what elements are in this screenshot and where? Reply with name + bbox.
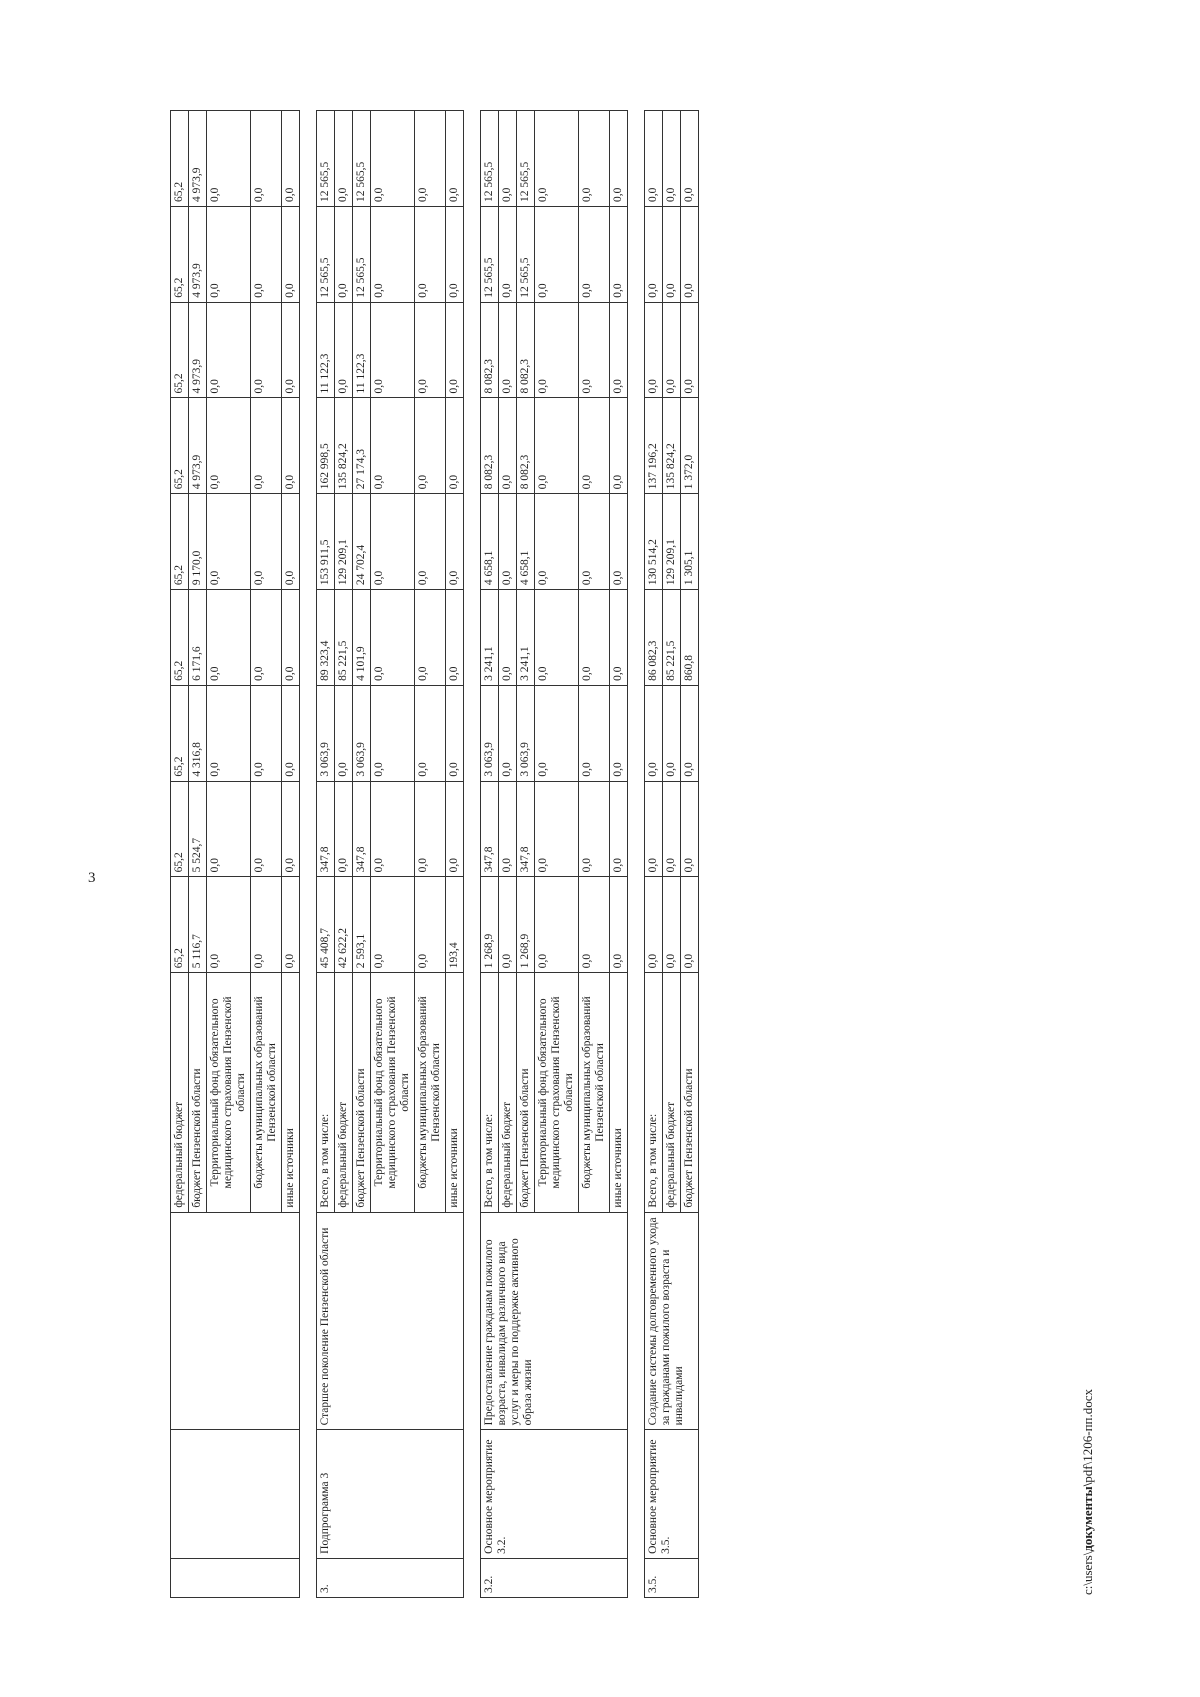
amount-cell: 0,0 bbox=[681, 685, 699, 781]
amount-cell: 0,0 bbox=[663, 685, 681, 781]
amount-cell: 0,0 bbox=[645, 206, 663, 302]
program-name: Старшее поколение Пензенской области bbox=[317, 1212, 464, 1430]
amount-cell: 0,0 bbox=[535, 206, 579, 302]
amount-cell: 65,2 bbox=[171, 685, 189, 781]
amount-cell: 0,0 bbox=[681, 111, 699, 207]
amount-cell: 0,0 bbox=[610, 590, 628, 686]
amount-cell: 1 268,9 bbox=[481, 877, 499, 973]
funding-source: Всего, в том числе: bbox=[645, 973, 663, 1212]
amount-cell: 0,0 bbox=[251, 302, 282, 398]
amount-cell: 12 565,5 bbox=[517, 206, 535, 302]
funding-source: Территориальный фонд обязательного медицинского страхования Пензенской области bbox=[207, 973, 251, 1212]
amount-cell: 0,0 bbox=[415, 302, 446, 398]
budget-table bbox=[316, 110, 464, 1598]
amount-cell: 0,0 bbox=[207, 494, 251, 590]
amount-cell: 8 082,3 bbox=[481, 398, 499, 494]
amount-cell: 0,0 bbox=[251, 494, 282, 590]
amount-cell: 0,0 bbox=[610, 302, 628, 398]
amount-cell: 0,0 bbox=[335, 781, 353, 877]
amount-cell: 4 316,8 bbox=[189, 685, 207, 781]
amount-cell: 12 565,5 bbox=[481, 206, 499, 302]
amount-cell: 3 241,1 bbox=[517, 590, 535, 686]
amount-cell: 6 171,6 bbox=[189, 590, 207, 686]
amount-cell: 42 622,2 bbox=[335, 877, 353, 973]
amount-cell: 347,8 bbox=[481, 781, 499, 877]
amount-cell: 0,0 bbox=[610, 494, 628, 590]
amount-cell: 0,0 bbox=[499, 111, 517, 207]
amount-cell: 347,8 bbox=[353, 781, 371, 877]
amount-cell: 8 082,3 bbox=[517, 398, 535, 494]
amount-cell: 0,0 bbox=[415, 111, 446, 207]
amount-cell: 0,0 bbox=[251, 877, 282, 973]
amount-cell: 0,0 bbox=[610, 781, 628, 877]
amount-cell: 65,2 bbox=[171, 111, 189, 207]
amount-cell: 0,0 bbox=[415, 590, 446, 686]
amount-cell: 1 268,9 bbox=[517, 877, 535, 973]
row-number: 3.5. bbox=[645, 1558, 699, 1597]
amount-cell: 0,0 bbox=[207, 302, 251, 398]
amount-cell: 0,0 bbox=[282, 590, 300, 686]
amount-cell: 0,0 bbox=[371, 877, 415, 973]
amount-cell: 45 408,7 bbox=[317, 877, 335, 973]
amount-cell: 0,0 bbox=[681, 781, 699, 877]
amount-cell: 3 063,9 bbox=[317, 685, 335, 781]
funding-source: федеральный бюджет bbox=[171, 973, 189, 1212]
amount-cell: 135 824,2 bbox=[335, 398, 353, 494]
amount-cell: 4 973,9 bbox=[189, 302, 207, 398]
amount-cell: 0,0 bbox=[251, 206, 282, 302]
amount-cell: 0,0 bbox=[645, 685, 663, 781]
amount-cell: 0,0 bbox=[499, 877, 517, 973]
amount-cell: 65,2 bbox=[171, 590, 189, 686]
amount-cell: 0,0 bbox=[645, 781, 663, 877]
amount-cell: 12 565,5 bbox=[481, 111, 499, 207]
amount-cell: 0,0 bbox=[251, 685, 282, 781]
amount-cell: 3 241,1 bbox=[481, 590, 499, 686]
funding-source: бюджеты муниципальных образований Пензенской области bbox=[415, 973, 446, 1212]
amount-cell: 0,0 bbox=[371, 685, 415, 781]
amount-cell: 0,0 bbox=[681, 206, 699, 302]
amount-cell: 65,2 bbox=[171, 398, 189, 494]
funding-source: Всего, в том числе: bbox=[317, 973, 335, 1212]
amount-cell: 2 593,1 bbox=[353, 877, 371, 973]
amount-cell: 0,0 bbox=[446, 398, 464, 494]
amount-cell: 0,0 bbox=[645, 877, 663, 973]
program-label: Подпрограмма 3 bbox=[317, 1430, 464, 1558]
amount-cell: 0,0 bbox=[207, 590, 251, 686]
amount-cell: 0,0 bbox=[663, 781, 681, 877]
amount-cell: 0,0 bbox=[415, 685, 446, 781]
amount-cell: 85 221,5 bbox=[663, 590, 681, 686]
amount-cell: 0,0 bbox=[610, 206, 628, 302]
amount-cell: 0,0 bbox=[499, 206, 517, 302]
amount-cell: 4 973,9 bbox=[189, 206, 207, 302]
amount-cell: 0,0 bbox=[207, 877, 251, 973]
amount-cell: 9 170,0 bbox=[189, 494, 207, 590]
rotated-content bbox=[170, 110, 715, 1598]
funding-source: федеральный бюджет bbox=[499, 973, 517, 1212]
amount-cell: 0,0 bbox=[499, 781, 517, 877]
amount-cell: 0,0 bbox=[663, 111, 681, 207]
amount-cell: 0,0 bbox=[535, 590, 579, 686]
amount-cell: 0,0 bbox=[282, 302, 300, 398]
table-row bbox=[317, 111, 335, 1598]
funding-source: федеральный бюджет bbox=[335, 973, 353, 1212]
amount-cell: 0,0 bbox=[535, 781, 579, 877]
amount-cell: 0,0 bbox=[579, 206, 610, 302]
table-row bbox=[481, 111, 499, 1598]
budget-table bbox=[170, 110, 300, 1598]
amount-cell: 5 116,7 bbox=[189, 877, 207, 973]
amount-cell: 0,0 bbox=[207, 206, 251, 302]
amount-cell: 0,0 bbox=[579, 685, 610, 781]
amount-cell: 0,0 bbox=[282, 111, 300, 207]
amount-cell: 3 063,9 bbox=[517, 685, 535, 781]
amount-cell: 0,0 bbox=[251, 781, 282, 877]
amount-cell: 4 658,1 bbox=[517, 494, 535, 590]
amount-cell: 0,0 bbox=[535, 111, 579, 207]
row-number: 3. bbox=[317, 1558, 464, 1597]
amount-cell: 11 122,3 bbox=[317, 302, 335, 398]
budget-table bbox=[480, 110, 628, 1598]
amount-cell: 0,0 bbox=[535, 685, 579, 781]
amount-cell: 0,0 bbox=[415, 781, 446, 877]
amount-cell: 12 565,5 bbox=[317, 111, 335, 207]
amount-cell: 0,0 bbox=[446, 206, 464, 302]
amount-cell: 0,0 bbox=[371, 398, 415, 494]
program-label: Основное мероприятие 3.2. bbox=[481, 1430, 628, 1558]
amount-cell: 0,0 bbox=[251, 590, 282, 686]
amount-cell: 860,8 bbox=[681, 590, 699, 686]
amount-cell: 12 565,5 bbox=[317, 206, 335, 302]
funding-source: иные источники bbox=[610, 973, 628, 1212]
amount-cell: 193,4 bbox=[446, 877, 464, 973]
amount-cell: 0,0 bbox=[207, 781, 251, 877]
amount-cell: 0,0 bbox=[579, 781, 610, 877]
amount-cell: 0,0 bbox=[335, 206, 353, 302]
amount-cell: 0,0 bbox=[579, 494, 610, 590]
amount-cell: 65,2 bbox=[171, 877, 189, 973]
page-number: 3 bbox=[88, 870, 96, 886]
amount-cell: 12 565,5 bbox=[353, 206, 371, 302]
amount-cell: 12 565,5 bbox=[353, 111, 371, 207]
amount-cell: 0,0 bbox=[579, 590, 610, 686]
amount-cell: 3 063,9 bbox=[481, 685, 499, 781]
funding-source: бюджет Пензенской области bbox=[517, 973, 535, 1212]
amount-cell: 162 998,5 bbox=[317, 398, 335, 494]
amount-cell: 0,0 bbox=[663, 877, 681, 973]
amount-cell: 0,0 bbox=[282, 685, 300, 781]
amount-cell: 0,0 bbox=[499, 398, 517, 494]
amount-cell: 0,0 bbox=[282, 206, 300, 302]
amount-cell: 5 524,7 bbox=[189, 781, 207, 877]
amount-cell: 0,0 bbox=[207, 398, 251, 494]
amount-cell: 65,2 bbox=[171, 781, 189, 877]
amount-cell: 0,0 bbox=[282, 877, 300, 973]
funding-source: бюджет Пензенской области bbox=[353, 973, 371, 1212]
amount-cell: 0,0 bbox=[579, 111, 610, 207]
amount-cell: 0,0 bbox=[499, 302, 517, 398]
funding-source: иные источники bbox=[282, 973, 300, 1212]
table-row bbox=[171, 111, 189, 1598]
amount-cell: 0,0 bbox=[610, 877, 628, 973]
amount-cell: 137 196,2 bbox=[645, 398, 663, 494]
amount-cell: 0,0 bbox=[282, 781, 300, 877]
amount-cell: 129 209,1 bbox=[335, 494, 353, 590]
amount-cell: 0,0 bbox=[371, 781, 415, 877]
amount-cell: 65,2 bbox=[171, 206, 189, 302]
amount-cell: 0,0 bbox=[207, 685, 251, 781]
amount-cell: 0,0 bbox=[579, 398, 610, 494]
amount-cell: 12 565,5 bbox=[517, 111, 535, 207]
amount-cell: 0,0 bbox=[335, 302, 353, 398]
funding-source: бюджеты муниципальных образований Пензенской области bbox=[251, 973, 282, 1212]
amount-cell: 27 174,3 bbox=[353, 398, 371, 494]
funding-source: Территориальный фонд обязательного медицинского страхования Пензенской области bbox=[535, 973, 579, 1212]
amount-cell: 0,0 bbox=[207, 111, 251, 207]
amount-cell: 130 514,2 bbox=[645, 494, 663, 590]
amount-cell: 129 209,1 bbox=[663, 494, 681, 590]
amount-cell: 347,8 bbox=[317, 781, 335, 877]
amount-cell: 65,2 bbox=[171, 302, 189, 398]
amount-cell: 4 101,9 bbox=[353, 590, 371, 686]
amount-cell: 0,0 bbox=[371, 206, 415, 302]
amount-cell: 153 911,5 bbox=[317, 494, 335, 590]
amount-cell: 0,0 bbox=[446, 494, 464, 590]
amount-cell: 4 973,9 bbox=[189, 111, 207, 207]
program-label: Основное мероприятие 3.5. bbox=[645, 1430, 699, 1558]
amount-cell: 65,2 bbox=[171, 494, 189, 590]
amount-cell: 0,0 bbox=[415, 877, 446, 973]
amount-cell: 0,0 bbox=[535, 302, 579, 398]
program-name: Создание системы долговременного ухода за гражданами пожилого возраста и инвалидами bbox=[645, 1212, 699, 1430]
amount-cell: 0,0 bbox=[610, 111, 628, 207]
amount-cell: 135 824,2 bbox=[663, 398, 681, 494]
amount-cell: 3 063,9 bbox=[353, 685, 371, 781]
amount-cell: 86 082,3 bbox=[645, 590, 663, 686]
amount-cell: 89 323,4 bbox=[317, 590, 335, 686]
amount-cell: 0,0 bbox=[371, 111, 415, 207]
funding-source: Территориальный фонд обязательного медицинского страхования Пензенской области bbox=[371, 973, 415, 1212]
amount-cell: 0,0 bbox=[415, 494, 446, 590]
amount-cell: 0,0 bbox=[499, 685, 517, 781]
amount-cell: 1 305,1 bbox=[681, 494, 699, 590]
funding-source: иные источники bbox=[446, 973, 464, 1212]
amount-cell: 0,0 bbox=[415, 206, 446, 302]
amount-cell: 0,0 bbox=[335, 685, 353, 781]
amount-cell: 0,0 bbox=[610, 398, 628, 494]
amount-cell: 0,0 bbox=[645, 302, 663, 398]
amount-cell: 0,0 bbox=[446, 111, 464, 207]
amount-cell: 8 082,3 bbox=[517, 302, 535, 398]
program-name: Предоставление гражданам пожилого возраста, инвалидам различного вида услуг и меры по поддержке активного образа жизни bbox=[481, 1212, 628, 1430]
amount-cell: 0,0 bbox=[415, 398, 446, 494]
amount-cell: 0,0 bbox=[335, 111, 353, 207]
amount-cell: 0,0 bbox=[681, 877, 699, 973]
footer-path: c:\users\документы\pdf\1206-пп.docx bbox=[1080, 1388, 1095, 1595]
budget-table bbox=[644, 110, 699, 1598]
amount-cell: 11 122,3 bbox=[353, 302, 371, 398]
amount-cell: 0,0 bbox=[371, 494, 415, 590]
amount-cell: 8 082,3 bbox=[481, 302, 499, 398]
amount-cell: 1 372,0 bbox=[681, 398, 699, 494]
program-label bbox=[171, 1430, 300, 1558]
program-name bbox=[171, 1212, 300, 1430]
amount-cell: 0,0 bbox=[446, 590, 464, 686]
amount-cell: 0,0 bbox=[282, 494, 300, 590]
funding-source: бюджет Пензенской области bbox=[189, 973, 207, 1212]
amount-cell: 0,0 bbox=[282, 398, 300, 494]
amount-cell: 24 702,4 bbox=[353, 494, 371, 590]
table-row bbox=[645, 111, 663, 1598]
amount-cell: 0,0 bbox=[663, 302, 681, 398]
amount-cell: 0,0 bbox=[251, 398, 282, 494]
amount-cell: 4 658,1 bbox=[481, 494, 499, 590]
row-number bbox=[171, 1558, 300, 1597]
amount-cell: 0,0 bbox=[579, 302, 610, 398]
amount-cell: 0,0 bbox=[446, 685, 464, 781]
amount-cell: 0,0 bbox=[499, 590, 517, 686]
amount-cell: 0,0 bbox=[499, 494, 517, 590]
amount-cell: 0,0 bbox=[371, 590, 415, 686]
amount-cell: 0,0 bbox=[663, 206, 681, 302]
amount-cell: 4 973,9 bbox=[189, 398, 207, 494]
amount-cell: 347,8 bbox=[517, 781, 535, 877]
amount-cell: 0,0 bbox=[579, 877, 610, 973]
funding-source: федеральный бюджет bbox=[663, 973, 681, 1212]
amount-cell: 0,0 bbox=[446, 302, 464, 398]
amount-cell: 0,0 bbox=[645, 111, 663, 207]
amount-cell: 0,0 bbox=[535, 877, 579, 973]
funding-source: бюджет Пензенской области bbox=[681, 973, 699, 1212]
amount-cell: 0,0 bbox=[446, 781, 464, 877]
funding-source: Всего, в том числе: bbox=[481, 973, 499, 1212]
amount-cell: 85 221,5 bbox=[335, 590, 353, 686]
row-number: 3.2. bbox=[481, 1558, 628, 1597]
amount-cell: 0,0 bbox=[681, 302, 699, 398]
funding-source: бюджеты муниципальных образований Пензенской области bbox=[579, 973, 610, 1212]
amount-cell: 0,0 bbox=[535, 494, 579, 590]
amount-cell: 0,0 bbox=[535, 398, 579, 494]
amount-cell: 0,0 bbox=[610, 685, 628, 781]
amount-cell: 0,0 bbox=[251, 111, 282, 207]
amount-cell: 0,0 bbox=[371, 302, 415, 398]
